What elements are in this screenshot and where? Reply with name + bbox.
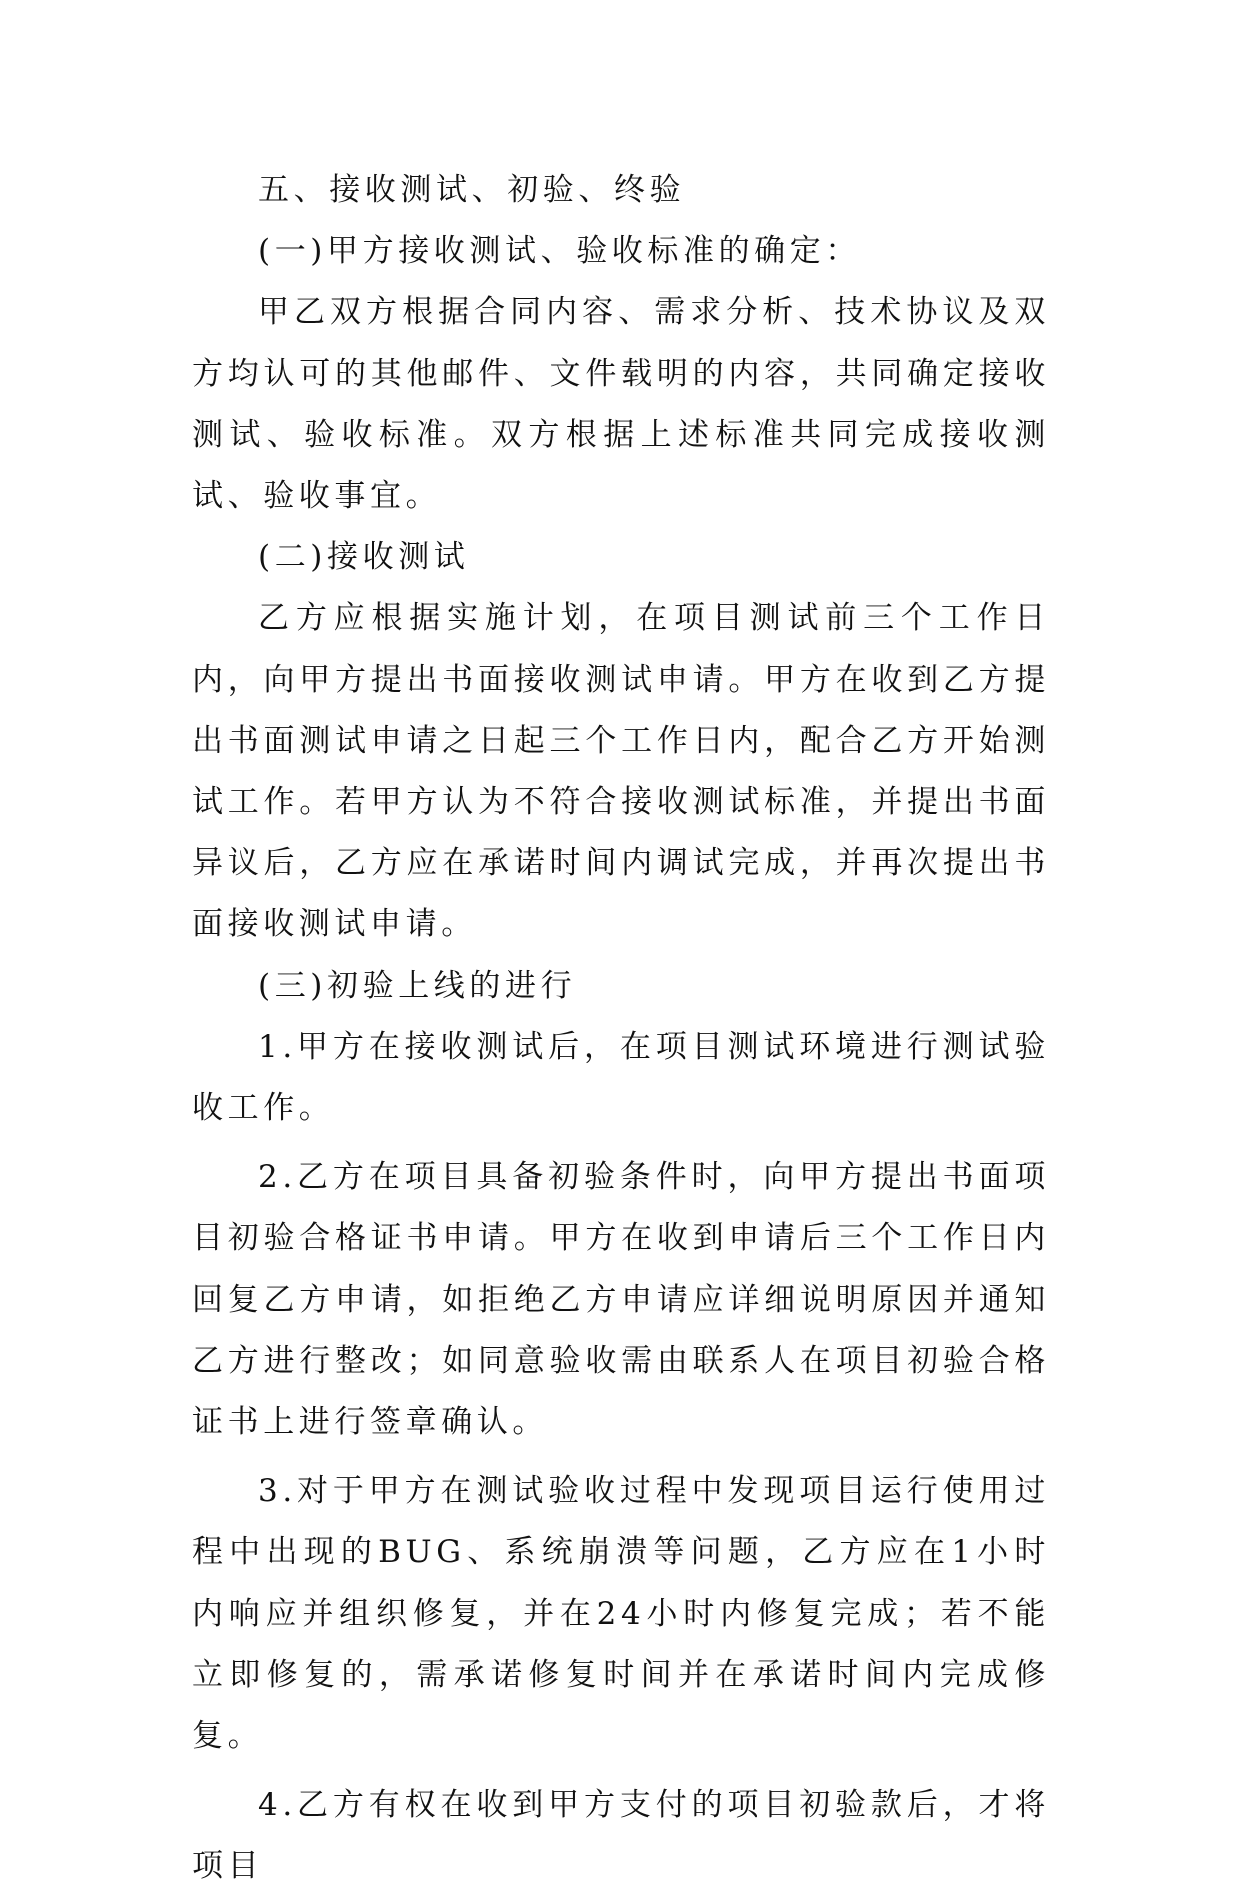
subsection-heading: (二)接收测试 bbox=[258, 539, 470, 576]
paragraph-spacer bbox=[192, 1453, 1050, 1461]
body-paragraph: 甲乙双方根据合同内容、需求分析、技术协议及双方均认可的其他邮件、文件载明的内容，共同确定接收测试、验收标准。双方根据上述标准共同完成接收测试、验收事宜。 bbox=[192, 294, 1050, 515]
numbered-item: 3.对于甲方在测试验收过程中发现项目运行使用过程中出现的BUG、系统崩溃等问题，乙方应在1小时内响应并组织修复，并在24小时内修复完成；若不能立即修复的，需承诺修复时间并在承诺时间内完成修复。 bbox=[192, 1473, 1050, 1755]
section-heading: 五、接收测试、初验、终验 bbox=[258, 172, 686, 208]
numbered-item: 2.乙方在项目具备初验条件时，向甲方提出书面项目初验合格证书申请。甲方在收到申请后三个工作日内回复乙方申请，如拒绝乙方申请应详细说明原因并通知乙方进行整改；如同意验收需由联系人在项目初验合格证书上进行签章确认。 bbox=[192, 1159, 1050, 1441]
document-page bbox=[192, 160, 1050, 1898]
numbered-item: 1.甲方在接收测试后，在项目测试环境进行测试验收工作。 bbox=[192, 1028, 1050, 1127]
body-paragraph: 乙方应根据实施计划，在项目测试前三个工作日内，向甲方提出书面接收测试申请。甲方在收到乙方提出书面测试申请之日起三个工作日内，配合乙方开始测试工作。若甲方认为不符合接收测试标准，并提出书面异议后，乙方应在承诺时间内调试完成，并再次提出书面接收测试申请。 bbox=[192, 600, 1050, 943]
subsection-heading: (三)初验上线的进行 bbox=[258, 967, 577, 1004]
paragraph-spacer bbox=[192, 1139, 1050, 1147]
paragraph-spacer bbox=[192, 1767, 1050, 1775]
subsection-heading: (一)甲方接收测试、验收标准的确定： bbox=[258, 233, 861, 270]
numbered-item: 4.乙方有权在收到甲方支付的项目初验款后，才将项目 bbox=[192, 1787, 1050, 1885]
